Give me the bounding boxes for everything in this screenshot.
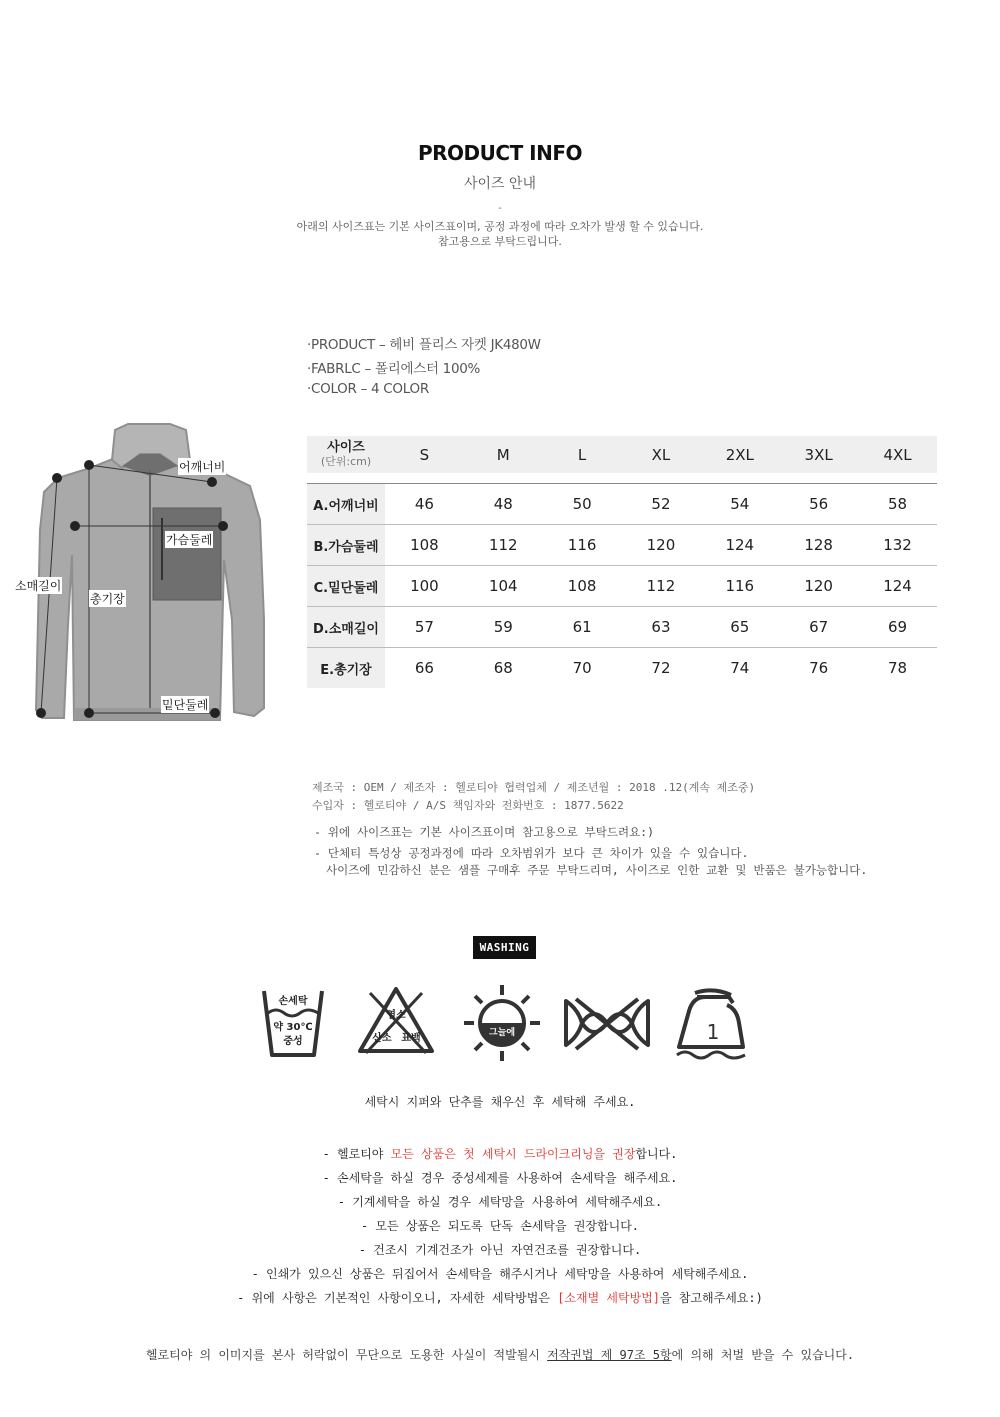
size-notice-line2: 참고용으로 부탁드립니다. [438, 235, 562, 248]
hand-wash-label: 손세탁 [278, 996, 308, 1007]
table-row [307, 648, 937, 689]
table-row [307, 566, 937, 607]
table-cell: 69 [858, 607, 937, 648]
label-length: 총기장 [90, 592, 125, 606]
copyright-prefix: 헬로티야 의 이미지를 본사 허락없이 무단으로 도용한 사실이 적발될시 [145, 1348, 548, 1362]
table-cell: 70 [572, 659, 592, 677]
size-table [307, 436, 937, 688]
care-line-7-suffix: 을 참고해주세요:) [660, 1291, 763, 1305]
row-label: A.어깨너비 [307, 484, 385, 525]
label-sleeve: 소매길이 [15, 579, 62, 593]
size-header-unit: (단위:cm) [320, 454, 372, 468]
table-cell: 128 [779, 525, 858, 566]
hand-wash-detergent: 중성 [283, 1036, 303, 1047]
copyright-law-link: 저작권법 제 97조 5항 [547, 1348, 672, 1362]
table-cell: 66 [414, 659, 434, 677]
care-line-1-highlight: 모든 상품은 첫 세탁시 드라이크리닝을 권장 [390, 1147, 636, 1161]
copyright-notice [0, 1346, 1000, 1363]
table-cell: 112 [464, 525, 543, 566]
size-table-header [307, 436, 937, 473]
spec-product: ·PRODUCT – 헤비 플리스 자켓 JK480W [307, 337, 541, 353]
size-col-l: L [543, 436, 622, 473]
label-chest: 가슴둘레 [166, 533, 213, 547]
hand-wash-icon [258, 985, 328, 1061]
divider-dash: - [498, 203, 502, 214]
table-cell: 120 [779, 566, 858, 607]
table-cell: 65 [700, 607, 779, 648]
table-cell: 50 [543, 484, 622, 525]
size-note-line2: - 단체티 특성상 공정과정에 따라 오차범위가 보다 큰 차이가 있을 수 있습니다. [314, 846, 749, 860]
washing-instruction: 세탁시 지퍼와 단추를 채우신 후 세탁해 주세요. [364, 1095, 636, 1109]
care-line-2: - 손세탁을 하실 경우 중성세제를 사용하여 손세탁을 해주세요. [322, 1171, 678, 1185]
table-cell: 108 [543, 566, 622, 607]
row-label: D.소매길이 [307, 607, 385, 648]
spec-color: ·COLOR – 4 COLOR [307, 381, 429, 397]
size-col-m: M [464, 436, 543, 473]
table-cell: 100 [385, 566, 464, 607]
table-cell: 116 [543, 525, 622, 566]
row-label: B.가슴둘레 [307, 525, 385, 566]
size-col-s: S [385, 436, 464, 473]
care-line-3: - 기계세탁을 하실 경우 세탁망을 사용하여 세탁해주세요. [337, 1195, 663, 1209]
table-cell: 104 [464, 566, 543, 607]
bleach-chlorine-label: 염소 [386, 1010, 406, 1021]
spec-fabric: ·FABRLC – 폴리에스터 100% [307, 361, 481, 377]
page-subtitle: 사이즈 안내 [463, 176, 537, 192]
table-cell: 116 [700, 566, 779, 607]
no-tumble-wring-icon [562, 995, 652, 1051]
table-cell: 48 [464, 484, 543, 525]
size-col-xl: XL [622, 436, 701, 473]
manufacture-info-line2: 수입자 : 헬로티야 / A/S 책임자와 전화번호 : 1877.5622 [312, 799, 624, 812]
table-cell: 124 [858, 566, 937, 607]
size-notice-line1: 아래의 사이즈표는 기본 사이즈표이며, 공정 과정에 따라 오차가 발생 할 수 있습니다. [296, 220, 704, 233]
label-hem: 밑단둘레 [162, 698, 209, 712]
label-shoulder: 어깨너비 [179, 460, 226, 474]
table-cell: 76 [809, 659, 829, 677]
page-title: PRODUCT INFO [417, 141, 583, 165]
table-row [307, 607, 937, 648]
bleach-label: 표백 [401, 1033, 421, 1044]
table-cell: 108 [385, 525, 464, 566]
table-cell: 112 [622, 566, 701, 607]
table-cell: 46 [385, 484, 464, 525]
table-cell: 78 [887, 659, 908, 677]
size-col-4xl: 4XL [858, 436, 937, 473]
size-note-line3: 사이즈에 민감하신 분은 샘플 구매후 주문 부탁드리며, 사이즈로 인한 교환 및 반품은 불가능합니다. [326, 863, 868, 877]
care-line-4: - 모든 상품은 되도록 단독 손세탁을 권장합니다. [360, 1219, 640, 1233]
care-line-6: - 인쇄가 있으신 상품은 뒤집어서 손세탁을 해주시거나 세탁망을 사용하여 세탁해주세요. [251, 1267, 749, 1281]
copyright-suffix: 에 의해 처벌 받을 수 있습니다. [671, 1348, 855, 1362]
table-cell: 74 [730, 659, 750, 677]
table-cell: 67 [779, 607, 858, 648]
size-col-2xl: 2XL [700, 436, 779, 473]
size-header-cell [307, 436, 385, 473]
care-line-1-suffix: 합니다. [635, 1147, 678, 1161]
table-cell: 63 [622, 607, 701, 648]
manufacture-info-line1: 제조국 : OEM / 제조자 : 헬로티야 협력업체 / 제조년월 : 2018 .12(계속 제조중) [312, 781, 756, 794]
size-note-line1: - 위에 사이즈표는 기본 사이즈표이며 참고용으로 부탁드려요:) [314, 825, 655, 839]
care-line-1-prefix: - 헬로티야 [322, 1147, 391, 1161]
iron-level: 1 [706, 1020, 720, 1044]
care-line-7-prefix: - 위에 사항은 기본적인 사항이오니, 자세한 세탁방법은 [237, 1291, 558, 1305]
washing-badge: WASHING [473, 936, 536, 959]
size-col-3xl: 3XL [779, 436, 858, 473]
table-cell: 56 [779, 484, 858, 525]
table-cell: 54 [700, 484, 779, 525]
table-cell: 61 [543, 607, 622, 648]
hand-wash-temp: 약 30℃ [273, 1022, 313, 1033]
iron-low-icon [673, 985, 749, 1061]
no-bleach-icon [356, 985, 436, 1057]
table-cell: 58 [858, 484, 937, 525]
care-line-1 [0, 1145, 1000, 1162]
row-label: C.밑단둘레 [307, 566, 385, 607]
row-label: E.총기장 [307, 648, 385, 689]
table-cell: 57 [385, 607, 464, 648]
table-row [307, 525, 937, 566]
table-cell: 132 [858, 525, 937, 566]
size-header-label: 사이즈 [327, 439, 365, 455]
table-cell: 59 [464, 607, 543, 648]
table-cell: 120 [622, 525, 701, 566]
care-line-7 [0, 1289, 1000, 1306]
jacket-pocket [153, 508, 221, 600]
table-row [307, 484, 937, 525]
bleach-oxygen-label: 산소 [372, 1033, 392, 1044]
care-line-5: - 건조시 기계건조가 아닌 자연건조를 권장합니다. [358, 1243, 642, 1257]
care-line-7-highlight: [소재별 세탁방법] [557, 1291, 661, 1305]
jacket-size-diagram [10, 420, 290, 730]
table-cell: 124 [700, 525, 779, 566]
table-cell: 72 [651, 659, 671, 677]
shade-label: 그늘에 [488, 1028, 516, 1038]
table-cell: 68 [493, 659, 513, 677]
shade-dry-icon [462, 983, 542, 1063]
table-cell: 52 [622, 484, 701, 525]
